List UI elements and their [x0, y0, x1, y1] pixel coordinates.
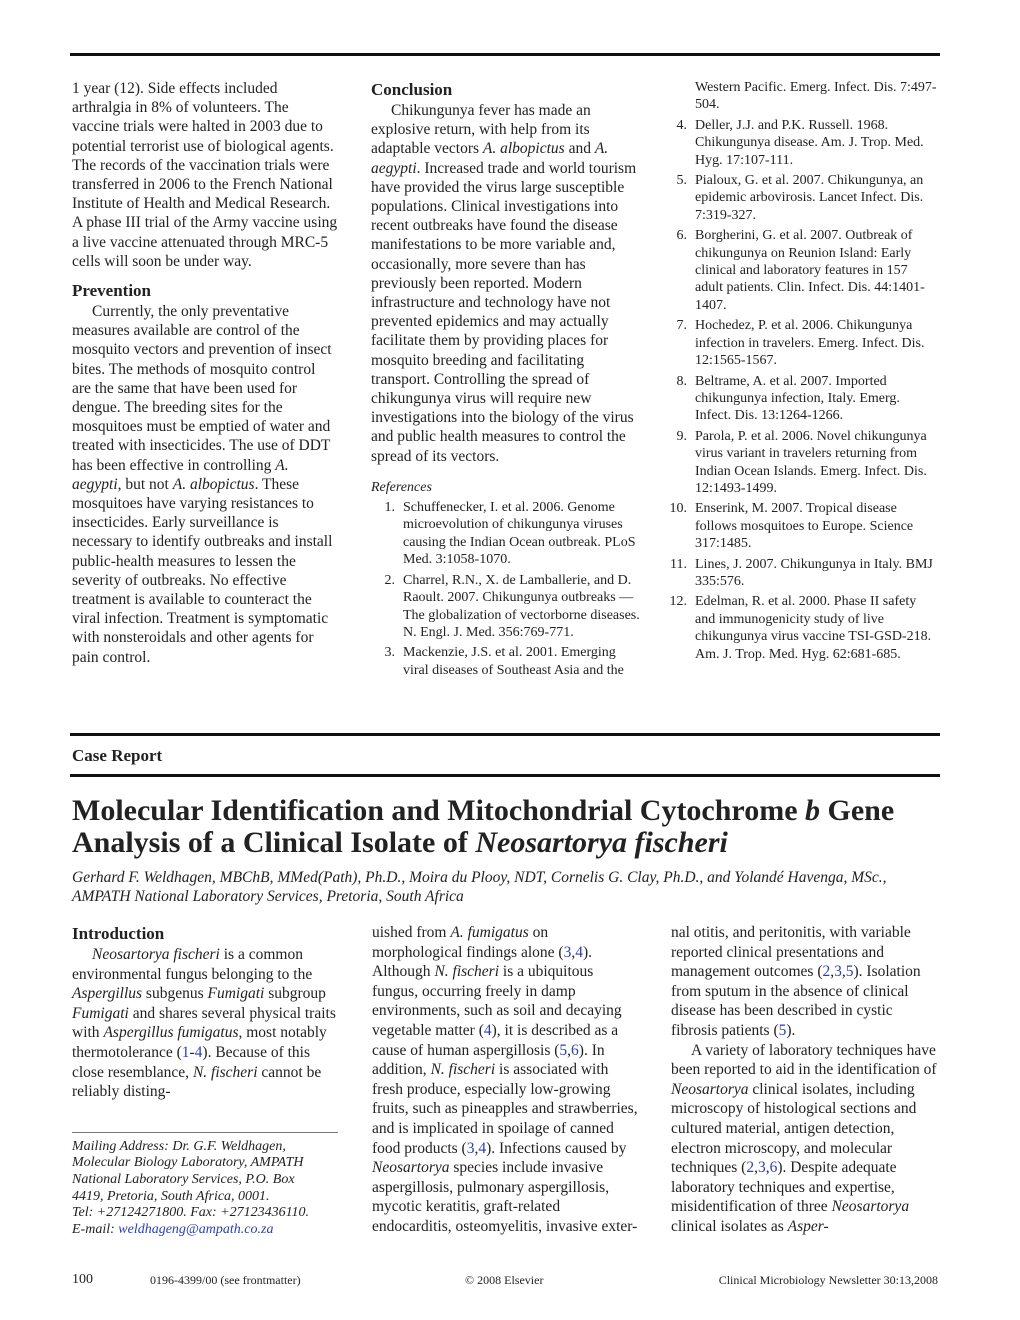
- intro-paragraph-2: A variety of laboratory techniques have been reported to aid in the identification of Neosartorya clinical isolates, including microscopy of histological sections and cultured material, antigen detection, electron microscopy, and molecular techniques (2,3,6). Despite adequate laboratory techniques and expertise, misidentification of three Neosartorya clinical isolates as Asper-: [671, 1041, 937, 1235]
- footer-issn: 0196-4399/00 (see frontmatter): [150, 1273, 301, 1287]
- reference-item: 1. Schuffenecker, I. et al. 2006. Genome microevolution of chikungunya viruses causing the Indian Ocean outbreak. PLoS Med. 3:1058-1070.: [384, 500, 636, 568]
- reference-item: 9. Parola, P. et al. 2006. Novel chikungunya virus variant in travelers returning from Indian Ocean Islands. Emerg. Infect. Dis. 12:1493-1499.: [676, 428, 927, 496]
- footer-copyright: © 2008 Elsevier: [465, 1273, 544, 1287]
- intro-paragraph-1-end: nal otitis, and peritonitis, with variable reported clinical presentations and management outcomes (2,3,5). Isolation from sputum in the absence of clinical disease has been described in cystic fibrosis patients (5).: [671, 924, 921, 1039]
- citation-link[interactable]: 6: [769, 1159, 778, 1177]
- citation-link[interactable]: 2: [822, 963, 831, 981]
- citation-link[interactable]: 5: [778, 1021, 787, 1039]
- vaccine-paragraph: 1 year (12). Side effects included arthralgia in 8% of volunteers. The vaccine trials were halted in 2003 due to potential terrorist use of biological agents. The records of the vaccination trials were transferred in 2006 to the French National Institute of Health and Medical Research. A phase III trial of the Army vaccine using a live vaccine attenuated through MRC-5 cells will soon be under way.: [72, 80, 338, 270]
- references-heading: References: [371, 479, 432, 495]
- citation-link[interactable]: 3: [757, 1159, 766, 1177]
- email-link[interactable]: weldhageng@ampath.co.za: [118, 1221, 274, 1237]
- citation-link[interactable]: 4: [478, 1139, 487, 1157]
- top-column-1: [72, 79, 338, 667]
- top-column-2: [371, 79, 641, 682]
- citation-link[interactable]: 1: [181, 1043, 190, 1061]
- citation-link[interactable]: 3: [834, 963, 842, 981]
- conclusion-paragraph: Chikungunya fever has made an explosive return, with help from its adaptable vectors A. albopictus and A. aegypti. Increased trade and world tourism have provided the virus large susceptible populations. Clinical investigations into recent outbreaks have found the disease manifestations to be more variable and, occasionally, more severe than has previously been reported. Modern infrastructure and technology have not prevented epidemics and may actually facilitate them by providing places for mosquito breeding and facilitating transport. Controlling the spread of chikungunya virus will require new investigations into the biology of the virus and public health measures to control the spread of its vectors.: [371, 102, 637, 465]
- citation-link[interactable]: 5: [845, 963, 854, 981]
- case-report-bottom-rule: [70, 774, 940, 777]
- mailing-address: Mailing Address: Dr. G.F. Weldhagen, Molecular Biology Laboratory, AMPATH National Laboratory Services, P.O. Box 4419, Pretoria, South Africa, 0001. Tel: +27124271800. Fax: +27123436110. E-mail: weldhageng@ampath.co.za: [72, 1132, 338, 1239]
- reference-continuation: Western Pacific. Emerg. Infect. Dis. 7:497-504.: [695, 80, 937, 113]
- citation-link[interactable]: 6: [571, 1041, 579, 1059]
- article-column-3: [671, 923, 939, 1237]
- page-number: 100: [72, 1272, 93, 1287]
- conclusion-heading: Conclusion: [371, 80, 453, 99]
- citation-link[interactable]: 3: [563, 943, 572, 961]
- reference-item: 6. Borgherini, G. et al. 2007. Outbreak of chikungunya on Reunion Island: Early clinical and laboratory features in 157 adult patients. Clin. Infect. Dis. 44:1401-1407.: [676, 228, 925, 313]
- reference-list-col3: [663, 117, 938, 663]
- intro-paragraph-1-continued: uished from A. fumigatus on morphological findings alone (3,4). Although N. fischeri is a ubiquitous fungus, occurring freely in damp environments, such as soil and decaying vegetable matter (4), it is described as a cause of human aspergillosis (5,6). In addition, N. fischeri is associated with fresh produce, especially low-growing fruits, such as pineapples and strawberries, and is implicated in spoilage of canned food products (3,4). Infections caused by Neosartorya species include invasive aspergillosis, pulmonary aspergillosis, mycotic keratitis, graft-related endocarditis, osteomyelitis, invasive exter-: [372, 924, 638, 1235]
- introduction-heading: Introduction: [72, 924, 165, 943]
- citation-link[interactable]: 2: [746, 1159, 755, 1177]
- article-authors: [72, 868, 952, 906]
- article-column-2: [372, 923, 638, 1237]
- article-column-1: [72, 923, 340, 1238]
- reference-item: 7. Hochedez, P. et al. 2006. Chikungunya infection in travelers. Emerg. Infect. Dis. 12:1565-1567.: [676, 318, 925, 369]
- citation-link[interactable]: 3: [466, 1139, 475, 1157]
- citation-link[interactable]: 4: [483, 1021, 492, 1039]
- reference-item: 10. Enserink, M. 2007. Tropical disease follows mosquitoes to Europe. Science 317:1485.: [669, 501, 914, 552]
- reference-item: 4. Deller, J.J. and P.K. Russell. 1968. Chikungunya disease. Am. J. Trop. Med. Hyg. 17:107-111.: [676, 117, 924, 168]
- citation-link[interactable]: 4: [194, 1043, 203, 1061]
- reference-item: 5. Pialoux, G. et al. 2007. Chikungunya, an epidemic arbovirosis. Lancet Infect. Dis. 7:319-327.: [676, 173, 924, 223]
- reference-item: 11. Lines, J. 2007. Chikungunya in Italy. BMJ 335:576.: [670, 556, 933, 589]
- prevention-paragraph: Currently, the only preventative measures available are control of the mosquito vectors and prevention of insect bites. The methods of mosquito control are the same that have been used for dengue. The breeding sites for the mosquitoes must be emptied of water and treated with insecticides. The use of DDT has been effective in controlling A. aegypti, but not A. albopictus. These mosquitoes have varying resistances to insecticides. Early surveillance is necessary to identify outbreaks and install public-health measures to lessen the severity of outbreaks. No effective treatment is available to counteract the viral infection. Treatment is symptomatic with nonsteroidals and other agents for pain control.: [72, 303, 333, 666]
- case-report-top-rule: [70, 733, 940, 736]
- case-report-label: Case Report: [72, 746, 163, 765]
- reference-item: 2. Charrel, R.N., X. de Lamballerie, and D. Raoult. 2007. Chikungunya outbreaks — The globalization of vectorborne diseases. N. Engl. J. Med. 356:769-771.: [384, 572, 640, 640]
- article-title: Molecular Identification and Mitochondrial Cytochrome b Gene Analysis of a Clinical Isolate of Neosartorya fischeri: [72, 794, 895, 859]
- footer-journal: Clinical Microbiology Newsletter 30:13,2008: [718, 1273, 938, 1287]
- author-names: Gerhard F. Weldhagen, MBChB, MMed(Path), Ph.D., Moira du Plooy, NDT, Cornelis G. Clay, Ph.D., and Yolandé Havenga, MSc.,: [72, 869, 887, 886]
- prevention-heading: Prevention: [72, 281, 152, 301]
- reference-item: 8. Beltrame, A. et al. 2007. Imported chikungunya infection, Italy. Emerg. Infect. Dis. 13:1264-1266.: [676, 373, 900, 424]
- citation-link[interactable]: 4: [575, 943, 583, 961]
- reference-item: 3. Mackenzie, J.S. et al. 2001. Emerging viral diseases of Southeast Asia and the: [384, 645, 624, 678]
- top-column-3: [663, 79, 938, 666]
- author-affiliation: AMPATH National Laboratory Services, Pretoria, South Africa: [72, 888, 464, 905]
- citation-link[interactable]: 5: [559, 1041, 568, 1059]
- reference-list-col2: [371, 499, 641, 679]
- reference-item: 12. Edelman, R. et al. 2000. Phase II safety and immunogenicity study of live chikungunya virus vaccine TSI-GSD-218. Am. J. Trop. Med. Hyg. 62:681-685.: [669, 594, 932, 662]
- intro-paragraph-1: Neosartorya fischeri is a common environmental fungus belonging to the Aspergillus subgenus Fumigati subgroup Fumigati and shares several physical traits with Aspergillus fumigatus, most notably thermotolerance (1-4). Because of this close resemblance, N. fischeri cannot be reliably disting-: [72, 946, 336, 1101]
- top-rule: [70, 53, 940, 56]
